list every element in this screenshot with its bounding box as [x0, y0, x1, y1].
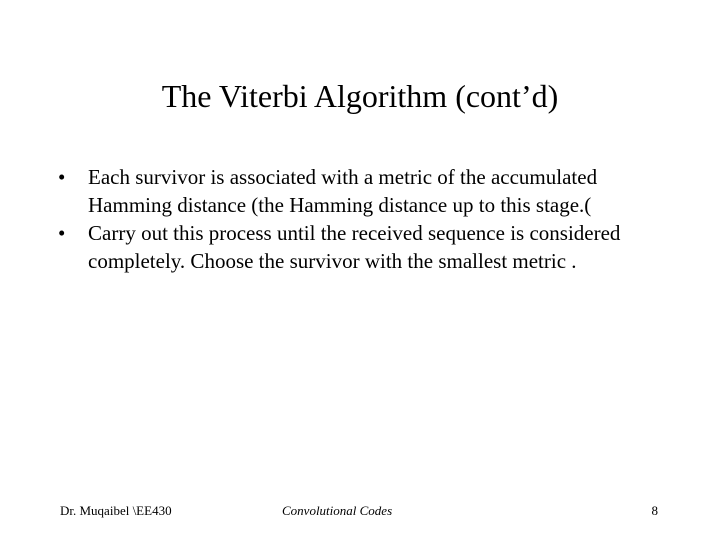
footer-topic: Convolutional Codes	[282, 503, 393, 518]
bullet-list	[58, 163, 668, 275]
bullet-marker: •	[58, 221, 66, 245]
bullet-marker: •	[58, 165, 66, 189]
slide-title: The Viterbi Algorithm (cont’d)	[161, 78, 559, 114]
bullet-text: Carry out this process until the received sequence is considered completely. Choose the survivor with the smallest metric .	[88, 221, 621, 273]
bullet-item-2	[58, 219, 668, 275]
bullet-item-1	[58, 163, 668, 219]
footer-author: Dr. Muqaibel \EE430	[60, 503, 172, 518]
footer-page-number: 8	[651, 503, 658, 518]
bullet-text: Each survivor is associated with a metric of the accumulated Hamming distance (the Hamming distance up to this stage.(	[88, 165, 598, 217]
